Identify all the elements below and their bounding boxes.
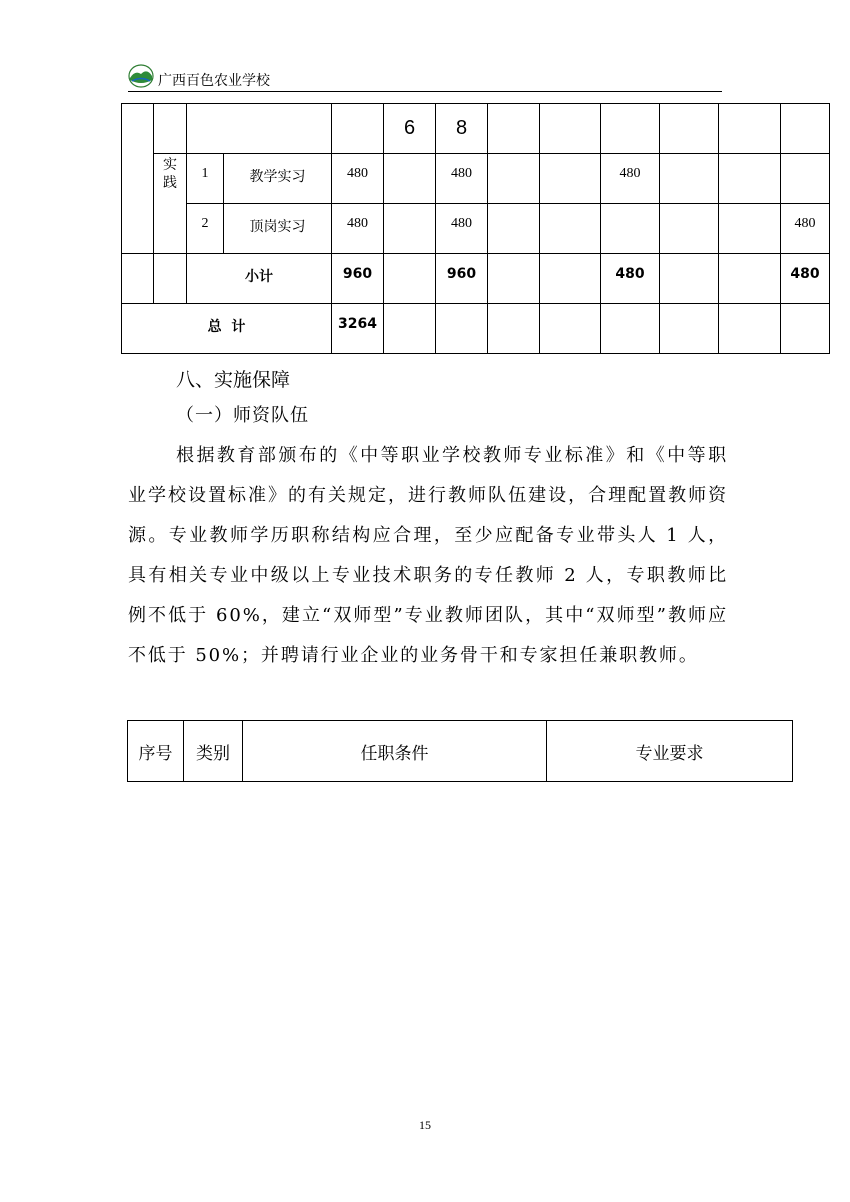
header-cell-category: 类别 — [184, 721, 243, 782]
blank-cell — [122, 104, 154, 254]
semester-cell: 8 — [436, 104, 488, 154]
table-row-semester — [122, 104, 830, 154]
page-header — [128, 58, 722, 92]
page-number: 15 — [419, 1118, 431, 1132]
header-cell-requirement: 专业要求 — [547, 721, 793, 782]
table-header-row — [128, 721, 793, 782]
school-logo-icon — [128, 64, 154, 88]
teacher-requirements-table — [127, 720, 793, 782]
school-name: 广西百色农业学校 — [158, 73, 270, 89]
header-rule — [128, 91, 722, 92]
category-cell: 实 践 — [154, 154, 187, 254]
blank-cell — [332, 104, 384, 154]
table-row-subtotal: 小计 960 960 480 480 — [122, 254, 830, 304]
table-row: 2 顶岗实习 480 480 480 — [122, 204, 830, 254]
table-row-grand-total: 总 计 3264 — [122, 304, 830, 354]
table-row: 实 践 1 教学实习 480 480 480 — [122, 154, 830, 204]
subsection-title: （一）师资队伍 — [176, 405, 309, 426]
semester-cell: 6 — [384, 104, 436, 154]
body-paragraph: 根据教育部颁布的《中等职业学校教师专业标准》和《中等职业学校设置标准》的有关规定，进行教师队伍建设，合理配置教师资源。专业教师学历职称结构应合理，至少应配备专业带头人 1 人，具有相关专业中级以上专业技术职务的专任教师 2 人，专职教师比例不低于 60%，建立“双师型”专业教师团队，其中“双师型”教师应不低于 50%；并聘请行业企业的业务骨干和专家担任兼职教师。 — [128, 445, 728, 666]
blank-cell — [154, 104, 187, 154]
header-cell-no: 序号 — [128, 721, 184, 782]
course-hours-table — [121, 103, 830, 354]
section-title: 八、实施保障 — [176, 369, 291, 391]
blank-cell — [187, 104, 332, 154]
header-cell-qualification: 任职条件 — [243, 721, 547, 782]
